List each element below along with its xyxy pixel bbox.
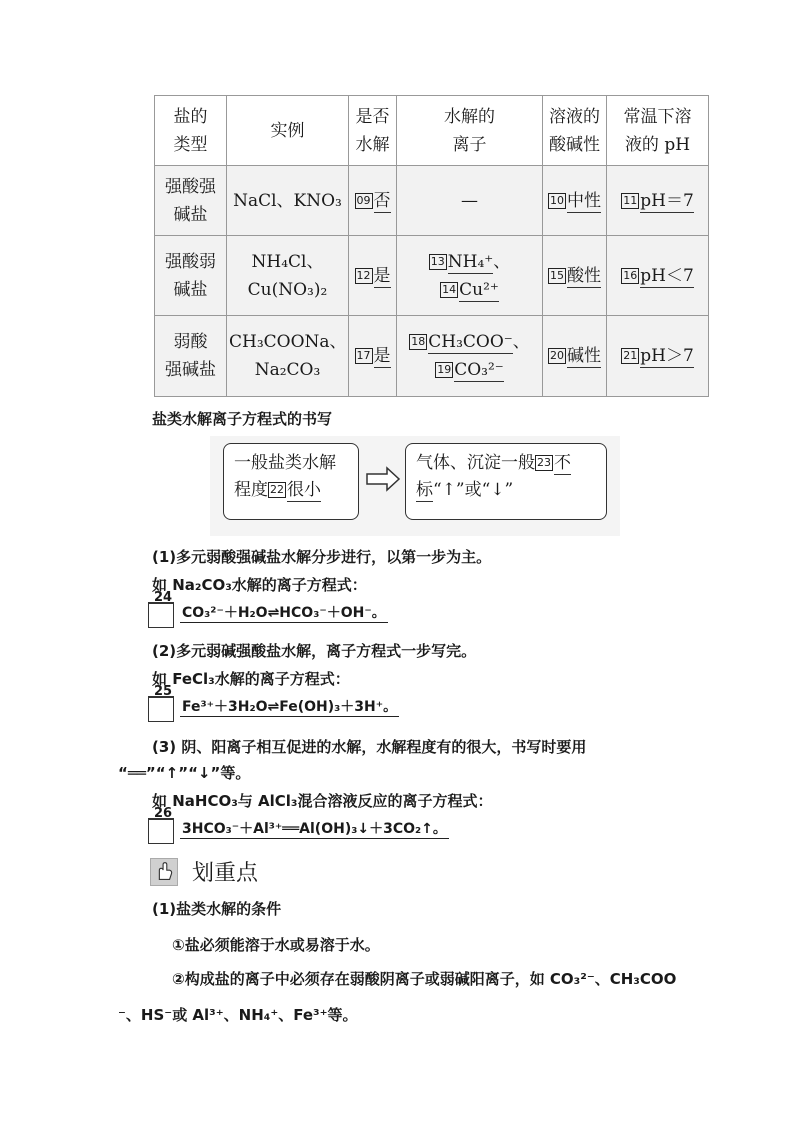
table-cell: 20 碱性 [543, 316, 607, 397]
paragraph: ⁻、HS⁻或 Al³⁺、NH₄⁺、Fe³⁺等。 [118, 1006, 358, 1024]
table-cell: NH₄Cl、 Cu(NO₃)₂ [227, 235, 349, 316]
right-arrow-icon [365, 466, 401, 492]
answer-box [148, 696, 174, 722]
answer-number-box: 19 [437, 363, 452, 377]
focus-title: 划重点 [192, 861, 259, 886]
paragraph: (3) 阴、阳离子相互促进的水解，水解程度有的很大，书写时要用 [152, 738, 587, 756]
header-cell: 盐的 类型 [155, 96, 227, 166]
answer-number-box: 15 [550, 268, 564, 282]
table-cell: 13 NH₄⁺、 14 Cu²⁺ [397, 235, 543, 316]
salt-hydrolysis-table [154, 95, 709, 397]
answer-number-box: 23 [537, 456, 551, 469]
table-cell: NaCl、KNO₃ [227, 166, 349, 235]
table-cell: 弱酸 强碱盐 [155, 316, 227, 397]
answer-box [148, 818, 174, 844]
paragraph: ②构成盐的离子中必须存在弱酸阴离子或弱碱阳离子，如 CO₃²⁻、CH₃COO [172, 970, 677, 988]
answer-number-box: 20 [550, 349, 564, 363]
table-cell: 18 CH₃COO⁻、 19 CO₃²⁻ [397, 316, 543, 397]
table-cell: 16 pH＜7 [607, 235, 709, 316]
answer-number-box: 17 [356, 349, 371, 363]
table-cell: 15 酸性 [543, 235, 607, 316]
paragraph: 如 NaHCO₃与 AlCl₃混合溶液反应的离子方程式： [152, 792, 493, 810]
flow-diagram [210, 436, 620, 536]
table-cell: 17 是 [349, 316, 397, 397]
table-cell: 10 中性 [543, 166, 607, 235]
section-title: 盐类水解离子方程式的书写 [152, 410, 333, 428]
paragraph: 如 Na₂CO₃水解的离子方程式： [152, 576, 367, 594]
equation-24 [148, 590, 468, 632]
focus-header [150, 856, 350, 888]
paragraph: (1)多元弱酸强碱盐水解分步进行，以第一步为主。 [152, 548, 492, 566]
pointing-hand-icon [150, 858, 178, 886]
header-cell: 实例 [227, 96, 349, 166]
table-cell: — [397, 166, 543, 235]
paragraph: ①盐必须能溶于水或易溶于水。 [172, 936, 380, 954]
answer-number-box: 22 [270, 483, 284, 496]
answer-number-box: 11 [623, 193, 638, 207]
answer-number-box: 16 [623, 268, 638, 282]
answer-number-box: 09 [356, 193, 371, 207]
answer-number-box: 13 [430, 254, 445, 268]
table-header-row [155, 96, 709, 166]
table-cell: 12 是 [349, 235, 397, 316]
answer-number: 25 [154, 684, 173, 699]
table-row [155, 316, 709, 397]
header-cell: 水解的 离子 [397, 96, 543, 166]
answer-box [148, 602, 174, 628]
equation-26 [148, 806, 528, 848]
flow-box-marks: 气体、沉淀一般 23 不 标“↑”或“↓” [405, 443, 607, 520]
answer-number-box: 10 [550, 193, 564, 207]
equation-25 [148, 684, 468, 726]
table-cell: 11 pH＝7 [607, 166, 709, 235]
answer-number: 26 [154, 806, 173, 821]
paragraph: (2)多元弱碱强酸盐水解，离子方程式一步写完。 [152, 642, 477, 660]
answer-number-box: 21 [623, 349, 638, 363]
equation-text: 3HCO₃⁻＋Al³⁺══Al(OH)₃↓＋3CO₂↑。 [180, 818, 449, 839]
answer-number-box: 18 [411, 335, 426, 349]
equation-text: CO₃²⁻＋H₂O⇌HCO₃⁻＋OH⁻。 [180, 602, 388, 623]
equation-text: Fe³⁺＋3H₂O⇌Fe(OH)₃＋3H⁺。 [180, 696, 399, 717]
table-row [155, 235, 709, 316]
table-cell: 09 否 [349, 166, 397, 235]
paragraph: “══”“↑”“↓”等。 [118, 764, 251, 782]
paragraph: 如 FeCl₃水解的离子方程式： [152, 670, 350, 688]
answer-number-box: 14 [442, 282, 457, 296]
paragraph: (1)盐类水解的条件 [152, 900, 282, 918]
table-row [155, 166, 709, 235]
flow-box-degree: 一般盐类水解 程度 22 很小 [223, 443, 359, 520]
header-cell: 是否 水解 [349, 96, 397, 166]
table-cell: 强酸弱 碱盐 [155, 235, 227, 316]
table-cell: CH₃COONa、 Na₂CO₃ [227, 316, 349, 397]
answer-number-box: 12 [356, 268, 371, 282]
table-cell: 强酸强 碱盐 [155, 166, 227, 235]
header-cell: 溶液的 酸碱性 [543, 96, 607, 166]
table-cell: 21 pH＞7 [607, 316, 709, 397]
header-cell: 常温下溶 液的 pH [607, 96, 709, 166]
answer-number: 24 [154, 590, 173, 605]
